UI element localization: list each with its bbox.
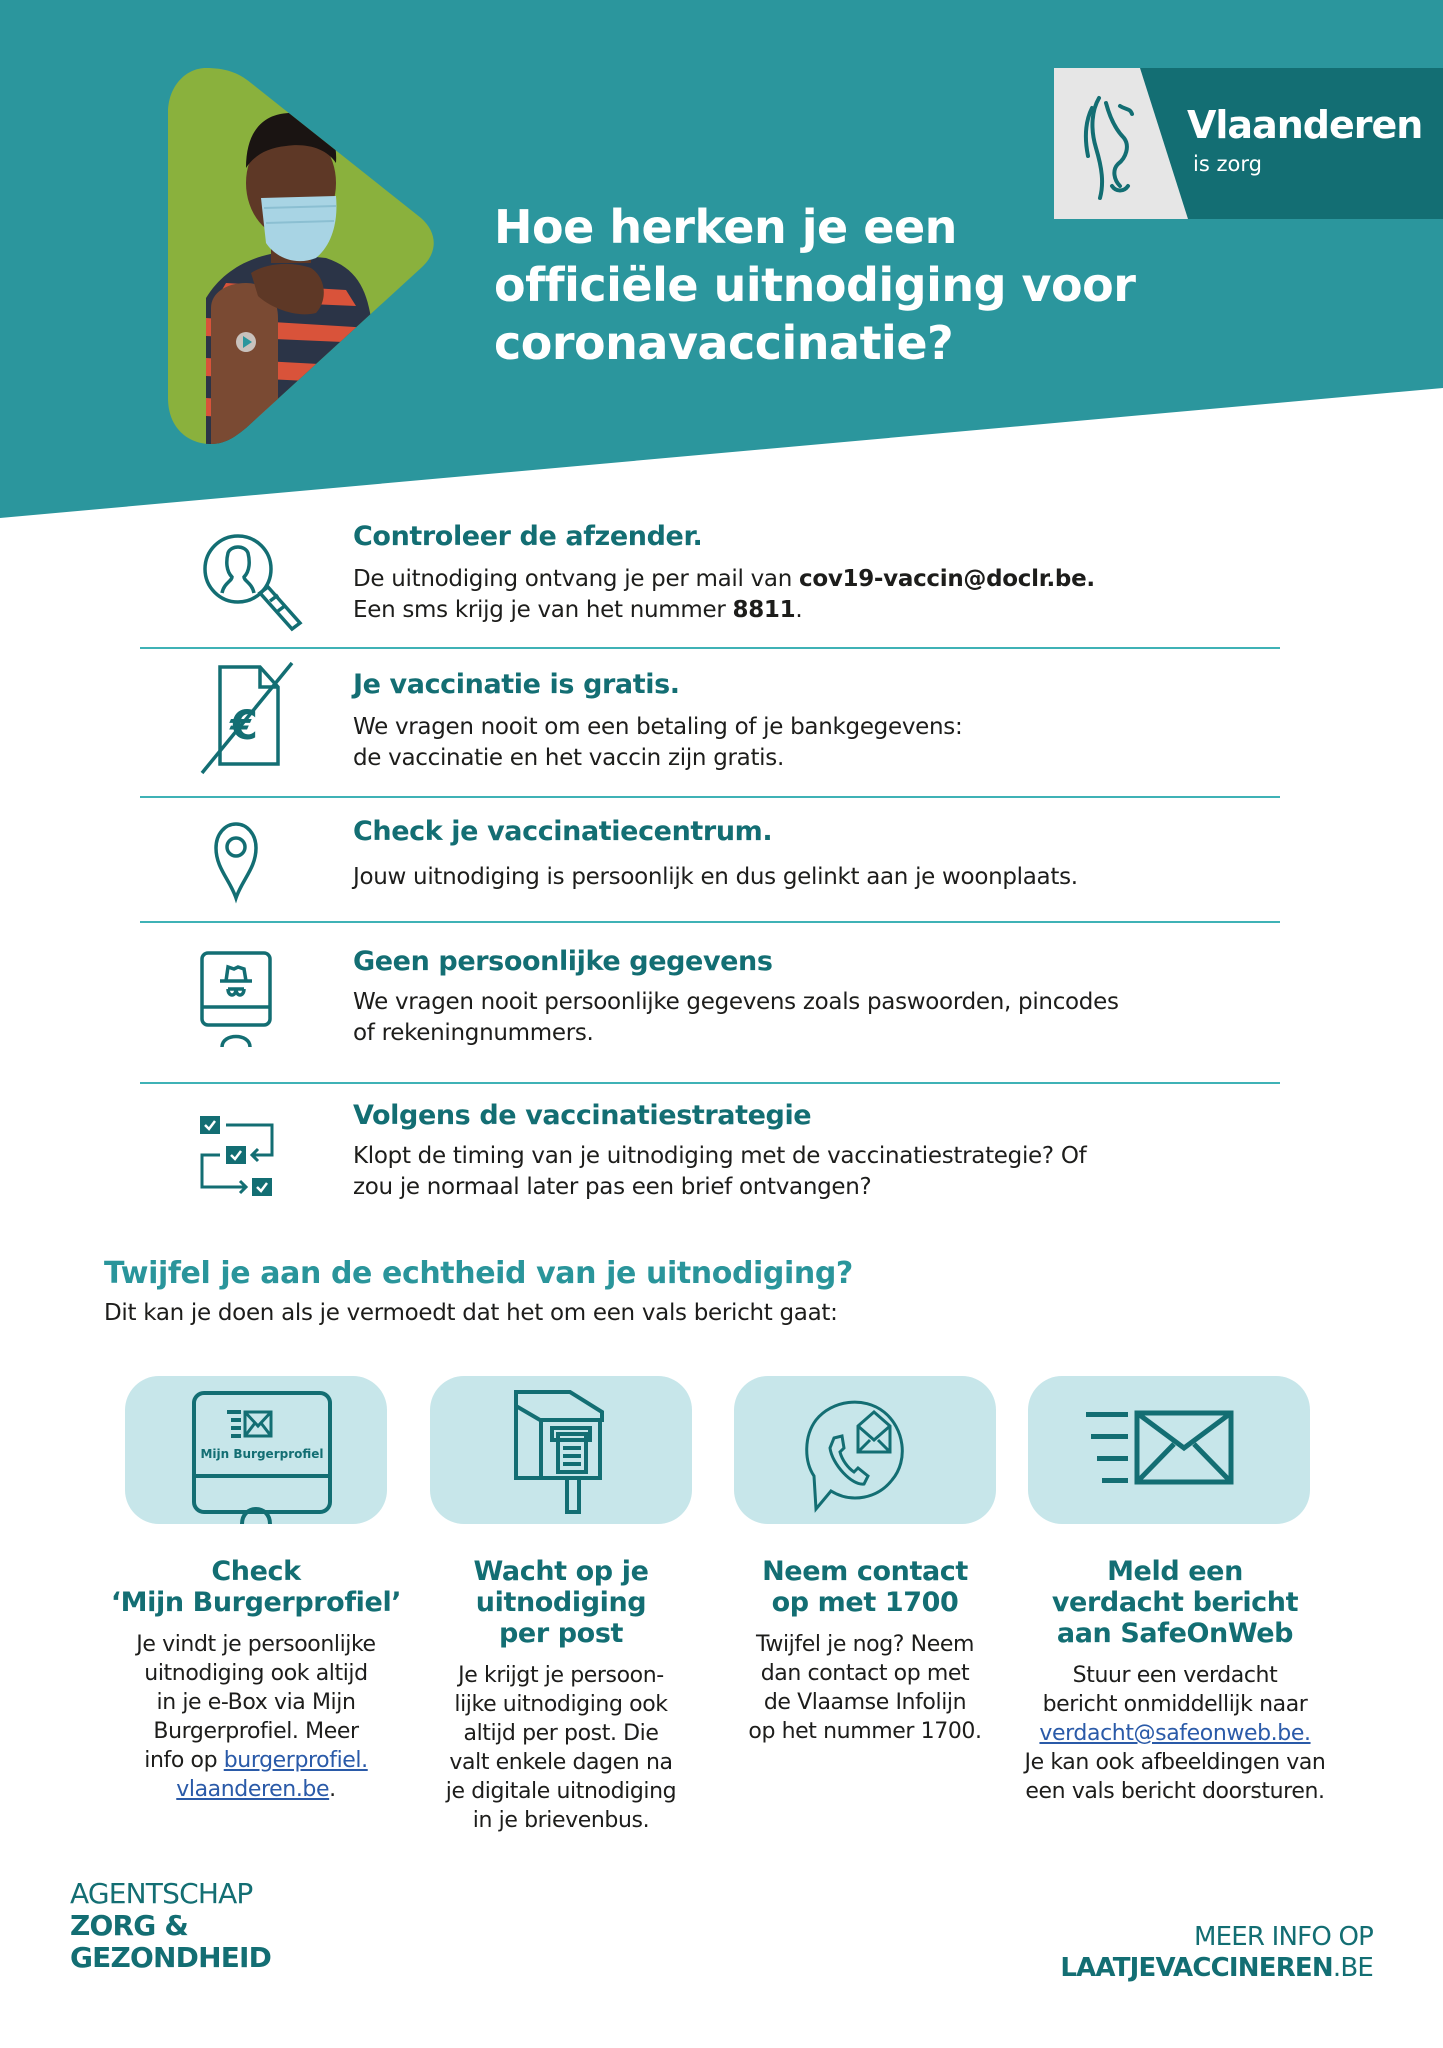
agency-line: GEZONDHEID bbox=[70, 1941, 272, 1974]
more-info-label: MEER INFO OP bbox=[1194, 1922, 1373, 1952]
check-text: de vaccinatie en het vaccin zijn gratis. bbox=[353, 745, 784, 771]
check-item-free bbox=[140, 649, 1280, 798]
check-title: Volgens de vaccinatiestrategie bbox=[353, 1100, 812, 1131]
action-body-line: de Vlaamse Infolijn bbox=[763, 1690, 967, 1715]
check-text: We vragen nooit om een betaling of je bankgegevens: bbox=[353, 714, 963, 740]
tile-burgerprofiel bbox=[125, 1376, 387, 1524]
checklist-flow-icon bbox=[200, 1112, 310, 1212]
check-title: Je vaccinatie is gratis. bbox=[353, 669, 680, 700]
check-text: zou je normaal later pas een brief ontvangen? bbox=[353, 1174, 872, 1200]
action-title-line: Wacht op je bbox=[473, 1556, 649, 1587]
check-text: of rekeningnummers. bbox=[353, 1020, 594, 1046]
tile-mailbox bbox=[430, 1376, 692, 1524]
action-body-line: Je kan ook afbeeldingen van bbox=[1024, 1750, 1326, 1775]
check-text: De uitnodiging ontvang je per mail van bbox=[353, 566, 799, 592]
action-body-line: valt enkele dagen na bbox=[449, 1750, 673, 1775]
logo-name: Vlaanderen bbox=[1187, 103, 1423, 147]
action-body-line: in je e-Box via Mijn bbox=[156, 1690, 356, 1715]
agency-line: ZORG & bbox=[70, 1909, 189, 1942]
burgerprofiel-link[interactable]: vlaanderen.be bbox=[176, 1777, 330, 1802]
sender-email: cov19-vaccin@doclr.be. bbox=[799, 566, 1095, 592]
action-title-line: uitnodiging bbox=[475, 1587, 647, 1618]
check-list bbox=[140, 505, 1280, 1224]
action-title-line: aan SafeOnWeb bbox=[1056, 1618, 1294, 1649]
send-mail-icon bbox=[1028, 1376, 1310, 1524]
check-body bbox=[353, 1141, 1086, 1203]
action-body-line: Je krijgt je persoon- bbox=[458, 1663, 664, 1688]
action-body-line: in je brievenbus. bbox=[472, 1808, 650, 1833]
check-text: We vragen nooit persoonlijke gegevens zoals paswoorden, pincodes bbox=[353, 989, 1119, 1015]
title-line: officiële uitnodiging voor bbox=[494, 258, 1136, 312]
action-post bbox=[411, 1556, 711, 1835]
action-body-line: lijke uitnodiging ook bbox=[454, 1692, 668, 1717]
action-burgerprofiel bbox=[106, 1556, 406, 1804]
action-contact bbox=[715, 1556, 1015, 1746]
logo-tagline: is zorg bbox=[1193, 152, 1262, 176]
check-body bbox=[353, 564, 1095, 626]
action-body-line: info op bbox=[144, 1748, 224, 1773]
doubt-heading: Twijfel je aan de echtheid van je uitnodiging? bbox=[104, 1256, 853, 1291]
action-title-line: Check bbox=[211, 1556, 301, 1587]
more-info bbox=[1060, 1922, 1373, 1984]
check-text: Een sms krijg je van het nummer bbox=[353, 597, 733, 623]
burgerprofiel-monitor-icon bbox=[125, 1376, 387, 1524]
magnifier-person-icon bbox=[200, 531, 310, 641]
location-pin-icon bbox=[200, 820, 310, 905]
check-text: Jouw uitnodiging is persoonlijk en dus gelinkt aan je woonplaats. bbox=[353, 864, 1078, 890]
title-line: coronavaccinatie? bbox=[494, 316, 954, 370]
check-item-center bbox=[140, 798, 1280, 923]
check-text: . bbox=[795, 597, 803, 623]
tile-phone bbox=[734, 1376, 996, 1524]
action-title-line: Meld een bbox=[1107, 1556, 1243, 1587]
action-body-line: altijd per post. Die bbox=[463, 1721, 659, 1746]
no-payment-euro-icon bbox=[200, 659, 310, 779]
action-body bbox=[1015, 1661, 1335, 1806]
action-body-line: Je vindt je persoonlijke bbox=[136, 1632, 376, 1657]
check-body bbox=[353, 712, 962, 774]
svg-text:€: € bbox=[230, 703, 258, 749]
action-body-line: dan contact op met bbox=[760, 1661, 970, 1686]
action-title-line: per post bbox=[498, 1618, 623, 1649]
action-body bbox=[106, 1630, 406, 1804]
action-body-line: bericht onmiddellijk naar bbox=[1042, 1692, 1308, 1717]
action-title-line: verdacht bericht bbox=[1051, 1587, 1299, 1618]
check-title: Controleer de afzender. bbox=[353, 521, 703, 552]
action-safeonweb bbox=[1015, 1556, 1335, 1806]
arm bbox=[211, 283, 278, 444]
check-body bbox=[353, 987, 1119, 1049]
action-body-line: een vals bericht doorsturen. bbox=[1025, 1779, 1325, 1804]
check-item-sender bbox=[140, 505, 1280, 649]
tile-icon-label: Mijn Burgerprofiel bbox=[200, 1447, 324, 1461]
doubt-subtitle: Dit kan je doen als je vermoedt dat het om een vals bericht gaat: bbox=[104, 1300, 838, 1326]
check-text: Klopt de timing van je uitnodiging met de vaccinatiestrategie? Of bbox=[353, 1143, 1087, 1169]
action-title-line: ‘Mijn Burgerprofiel’ bbox=[110, 1587, 402, 1618]
action-body-line: . bbox=[329, 1777, 336, 1802]
website-name: LAATJEVACCINEREN bbox=[1060, 1953, 1333, 1983]
incognito-monitor-icon bbox=[200, 951, 310, 1061]
check-item-personal-data bbox=[140, 923, 1280, 1084]
sms-number: 8811 bbox=[732, 597, 796, 623]
action-body bbox=[411, 1661, 711, 1835]
check-item-strategy bbox=[140, 1084, 1280, 1224]
action-title-line: op met 1700 bbox=[771, 1587, 959, 1618]
website-link[interactable] bbox=[1060, 1953, 1373, 1984]
phone-mail-bubble-icon bbox=[734, 1376, 996, 1524]
agency-line: AGENTSCHAP bbox=[70, 1877, 253, 1910]
title-line: Hoe herken je een bbox=[494, 200, 957, 254]
burgerprofiel-link[interactable]: burgerprofiel. bbox=[223, 1748, 368, 1773]
website-suffix: .BE bbox=[1332, 1953, 1373, 1983]
action-body-line: je digitale uitnodiging bbox=[445, 1779, 677, 1804]
page-title bbox=[494, 198, 1254, 372]
action-title bbox=[106, 1556, 406, 1618]
action-title bbox=[715, 1556, 1015, 1618]
tile-send-mail bbox=[1028, 1376, 1310, 1524]
check-title: Geen persoonlijke gegevens bbox=[353, 946, 773, 977]
action-title bbox=[411, 1556, 711, 1649]
hero-photo bbox=[166, 68, 436, 444]
check-title: Check je vaccinatiecentrum. bbox=[353, 816, 773, 847]
action-body-line: Stuur een verdacht bbox=[1072, 1663, 1278, 1688]
check-body bbox=[353, 862, 1078, 893]
action-body bbox=[715, 1630, 1015, 1746]
mailbox-icon bbox=[430, 1376, 692, 1524]
safeonweb-email-link[interactable]: verdacht@safeonweb.be. bbox=[1039, 1721, 1311, 1746]
action-title-line: Neem contact bbox=[762, 1556, 968, 1587]
action-title bbox=[1015, 1556, 1335, 1649]
action-body-line: uitnodiging ook altijd bbox=[144, 1661, 368, 1686]
action-body-line: Burgerprofiel. Meer bbox=[153, 1719, 359, 1744]
agency-logo bbox=[70, 1878, 271, 1974]
action-body-line: Twijfel je nog? Neem bbox=[755, 1632, 975, 1657]
action-body-line: op het nummer 1700. bbox=[748, 1719, 982, 1744]
